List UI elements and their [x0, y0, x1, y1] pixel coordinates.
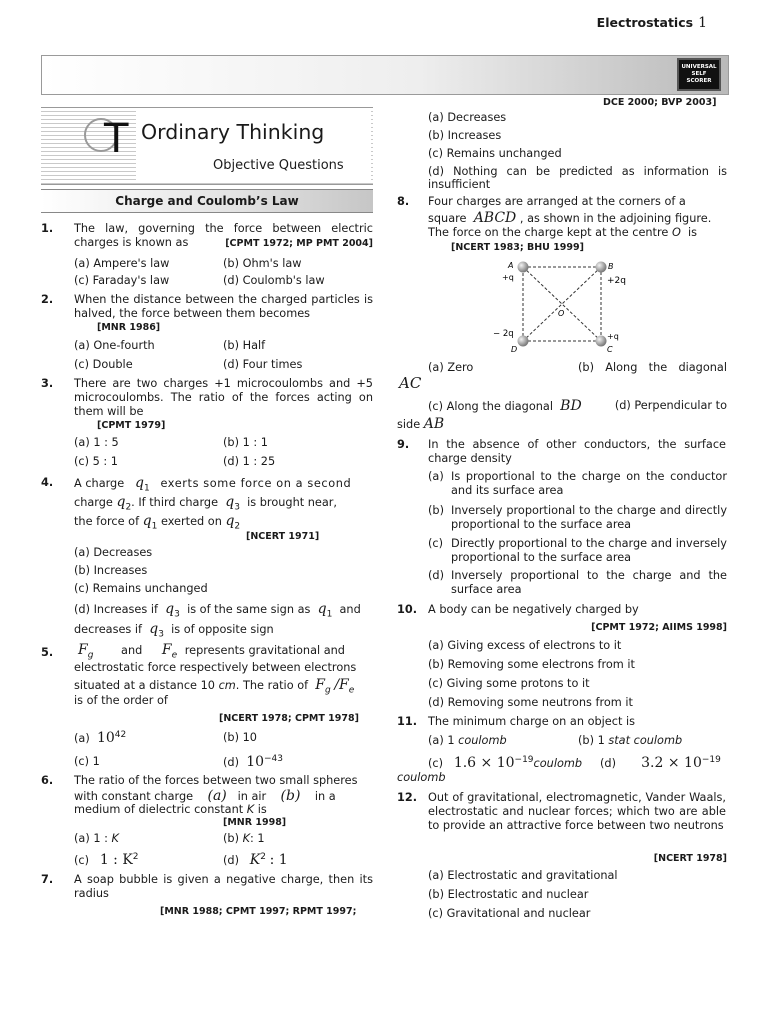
option-c[interactable]: (c) 1 : $K^2$ [74, 852, 139, 868]
option-c[interactable]: (c) [428, 537, 444, 550]
option-c[interactable]: (c) Double [74, 358, 133, 371]
option-b[interactable]: (b) K: 1 [223, 832, 265, 845]
charge-a [518, 262, 529, 273]
option-c[interactable]: (c) Remains unchanged [74, 582, 208, 595]
option-d[interactable]: (d) Increases if $q_3$ is of the same sign as $q_1$ and [74, 601, 361, 620]
option-a[interactable]: (a) Giving excess of electrons to it [428, 639, 622, 652]
label-c: C [607, 345, 613, 354]
universal-self-scorer-logo: UNIVERSAL SELF SCORER [677, 58, 721, 91]
option-a[interactable]: (a) Ampere's law [74, 257, 170, 270]
option-b[interactable]: (b) Along the diagonal [578, 361, 727, 374]
option-a[interactable]: (a) 1 coulomb [428, 734, 507, 747]
option-d[interactable]: (d) Perpendicular to [614, 399, 727, 412]
charge-d [518, 336, 529, 347]
option-d[interactable]: (d) Coulomb's law [223, 274, 325, 287]
option-c[interactable]: (c) Giving some protons to it [428, 677, 590, 690]
option-b[interactable]: (b) Increases [74, 564, 148, 577]
label-qd: − 2q [493, 329, 514, 339]
option-a[interactable]: (a) [428, 470, 444, 483]
option-b[interactable]: (b) Increases [428, 129, 502, 142]
page-header [41, 55, 729, 95]
option-c[interactable]: (c) Gravitational and nuclear [428, 907, 591, 920]
charge-c [596, 336, 607, 347]
option-c[interactable]: (c) 1 [74, 755, 100, 768]
option-b[interactable]: (b) Ohm's law [223, 257, 302, 270]
page-number: 1 [698, 15, 707, 31]
section-subheading: Objective Questions [213, 158, 344, 173]
option-b[interactable]: (b) [428, 504, 444, 517]
label-d: D [511, 345, 518, 354]
option-a[interactable]: (a) Zero [428, 361, 474, 374]
option-a[interactable]: (a) $10^{42}$ [74, 730, 127, 746]
option-a[interactable]: (a) Decreases [428, 111, 507, 124]
option-b[interactable]: (b) Half [223, 339, 266, 352]
option-a[interactable]: (a) One-fourth [74, 339, 155, 352]
option-d[interactable]: (d) Four times [223, 358, 303, 371]
option-b[interactable]: (b) 1 stat coulomb [578, 734, 683, 747]
label-b: B [608, 262, 614, 271]
option-a[interactable]: (a) Electrostatic and gravitational [428, 869, 618, 882]
label-qa: +q [502, 273, 514, 282]
option-d[interactable]: (d) $10^{-43}$ [223, 754, 284, 770]
option-c[interactable]: (c) $1.6 \times 10^{-19}coulomb$ [428, 755, 583, 771]
option-d[interactable]: (d) $K^2$ : 1 [223, 852, 288, 868]
option-a[interactable]: (a) 1 : K [74, 832, 119, 845]
option-c[interactable]: (c) 5 : 1 [74, 455, 118, 468]
option-a[interactable]: (a) Decreases [74, 546, 153, 559]
ot-logo-t: T [104, 116, 129, 162]
label-a: A [508, 261, 514, 270]
option-d[interactable]: (d) Nothing can be predicted as information is insufficient [428, 165, 727, 191]
option-a[interactable]: (a) 1 : 5 [74, 436, 119, 449]
option-b[interactable]: (b) Removing some electrons from it [428, 658, 635, 671]
option-b[interactable]: (b) 10 [223, 731, 257, 744]
option-d[interactable]: (d) 1 : 25 [223, 455, 276, 468]
option-d[interactable]: (d) $3.2 \times 10^{-19}$ [600, 755, 721, 771]
label-qb: +2q [607, 276, 626, 286]
charge-b [596, 262, 607, 273]
label-qc: +q [607, 332, 619, 341]
charge-square-diagram [490, 256, 640, 356]
option-b[interactable]: (b) 1 : 1 [223, 436, 268, 449]
section-heading: Ordinary Thinking [141, 120, 325, 144]
option-c[interactable]: (c) Remains unchanged [428, 147, 562, 160]
option-c[interactable]: (c) Along the diagonal BD [428, 398, 582, 414]
option-c[interactable]: (c) Faraday's law [74, 274, 170, 287]
option-d[interactable]: (d) Removing some neutrons from it [428, 696, 633, 709]
chapter-title: Electrostatics 1 [596, 15, 707, 31]
topic-title: Charge and Coulomb’s Law [41, 189, 373, 213]
label-o: O [558, 309, 565, 318]
option-b[interactable]: (b) Electrostatic and nuclear [428, 888, 589, 901]
option-d[interactable]: (d) [428, 569, 444, 582]
